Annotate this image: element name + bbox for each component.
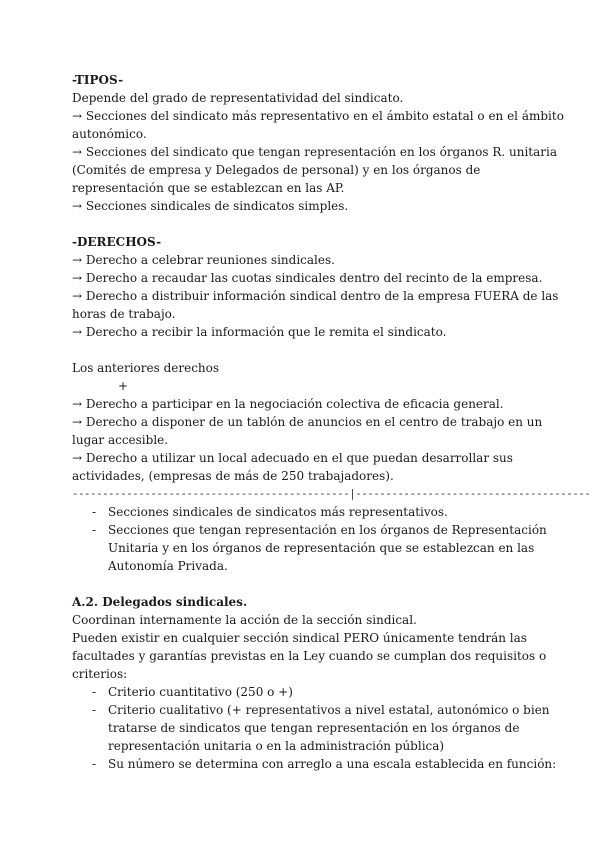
- bullet-text: Secciones sindicales de sindicatos más representativos.: [108, 505, 448, 519]
- tipos-line: → Secciones del sindicato que tengan representación en los órganos R. unitaria: [72, 145, 557, 159]
- bullet-dash: -: [92, 505, 97, 519]
- bullet-dash: -: [92, 757, 97, 771]
- derechos-line: → Derecho a recibir la información que le remita el sindicato.: [72, 325, 447, 339]
- derechos-line: → Derecho a distribuir información sindical dentro de la empresa FUERA de las: [72, 289, 559, 303]
- delegados-line: Coordinan internamente la acción de la sección sindical.: [72, 613, 417, 627]
- bullet-dash: -: [92, 685, 97, 699]
- bullet-text: Criterio cuantitativo (250 o +): [108, 685, 293, 699]
- bullet-text: representación unitaria o en la administración pública): [108, 739, 445, 753]
- spacer: [72, 575, 532, 593]
- delegados-line: Pueden existir en cualquier sección sindical PERO únicamente tendrán las: [72, 631, 527, 645]
- tipos-line: → Secciones del sindicato más representativo en el ámbito estatal o en el ámbito: [72, 109, 564, 123]
- bullet-dash: -: [92, 703, 97, 717]
- bullet-text: Unitaria y en los órganos de representación que se establezcan en las: [108, 541, 535, 555]
- document-page: [72, 71, 591, 773]
- tipos-line: (Comités de empresa y Delegados de personal) y en los órganos de: [72, 163, 481, 177]
- anteriores-line: lugar accesible.: [72, 433, 169, 447]
- tipos-heading: -TIPOS-: [72, 73, 124, 87]
- derechos-line: → Derecho a recaudar las cuotas sindicales dentro del recinto de la empresa.: [72, 271, 543, 285]
- list-item: [72, 521, 547, 575]
- derechos-line: → Derecho a celebrar reuniones sindicales.: [72, 253, 335, 267]
- spacer: [72, 341, 532, 359]
- plus-sign: +: [118, 379, 129, 393]
- anteriores-line: → Derecho a participar en la negociación colectiva de eficacia general.: [72, 397, 504, 411]
- bullet-dash: -: [92, 523, 97, 537]
- tipos-line: representación que se establezcan en las AP.: [72, 181, 345, 195]
- bullet-text: Autonomía Privada.: [108, 559, 228, 573]
- tipos-line: → Secciones sindicales de sindicatos simples.: [72, 199, 349, 213]
- delegados-heading: A.2. Delegados sindicales.: [72, 595, 248, 609]
- bullet-text: Criterio cualitativo (+ representativos a nivel estatal, autonómico o bien: [108, 703, 550, 717]
- spacer: [72, 215, 532, 233]
- delegados-line: facultades y garantías previstas en la Ley cuando se cumplan dos requisitos o: [72, 649, 547, 663]
- divider-bullet-list: [72, 503, 547, 575]
- derechos-line: horas de trabajo.: [72, 307, 176, 321]
- list-item: [72, 701, 550, 755]
- divider-line: ----------------------------------------------|---------------------------------------: [72, 488, 591, 500]
- anteriores-line: actividades, (empresas de más de 250 trabajadores).: [72, 469, 394, 483]
- list-item: [72, 683, 532, 701]
- criteria-bullet-list: [72, 683, 557, 773]
- delegados-line: criterios:: [72, 667, 128, 681]
- bullet-text: tratarse de sindicatos que tengan representación en los órganos de: [108, 721, 520, 735]
- anteriores-line: → Derecho a disponer de un tablón de anuncios en el centro de trabajo en un: [72, 415, 543, 429]
- bullet-text: Su número se determina con arreglo a una escala establecida en función:: [108, 757, 557, 771]
- anteriores-intro: Los anteriores derechos: [72, 361, 220, 375]
- derechos-heading: -DERECHOS-: [72, 235, 162, 249]
- tipos-line: autonómico.: [72, 127, 147, 141]
- bullet-text: Secciones que tengan representación en los órganos de Representación: [108, 523, 547, 537]
- list-item: [72, 755, 557, 773]
- anteriores-line: → Derecho a utilizar un local adecuado en el que puedan desarrollar sus: [72, 451, 513, 465]
- tipos-line: Depende del grado de representatividad del sindicato.: [72, 91, 404, 105]
- list-item: [72, 503, 532, 521]
